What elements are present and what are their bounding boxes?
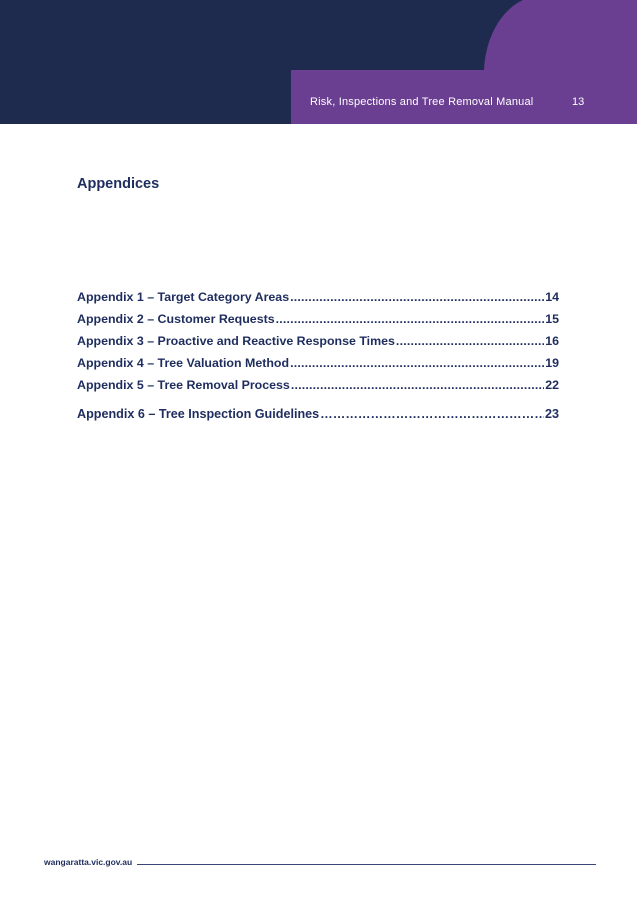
toc-entry-label: Appendix 6 – Tree Inspection Guidelines [77,407,320,421]
toc-entry-page: 22 [545,378,559,392]
toc-entry-page: 23 [544,407,559,421]
page-title: Appendices [77,176,160,192]
toc-dot-leader [291,376,544,394]
footer-divider [137,864,596,865]
toc-dot-leader [276,310,545,328]
toc-entry-page: 19 [545,356,559,370]
toc-entry-label: Appendix 2 – Customer Requests [77,312,275,326]
toc-entry-page: 15 [545,312,559,326]
toc-entry-label: Appendix 1 – Target Category Areas [77,290,290,304]
toc-dot-leader [290,288,544,306]
toc-entry-label: Appendix 3 – Proactive and Reactive Response Times [77,334,395,348]
page-number: 13 [572,96,585,108]
toc-entry-label: Appendix 4 – Tree Valuation Method [77,356,290,370]
toc-entry-appendix-1[interactable] [77,288,559,310]
toc-dot-leader [320,405,544,423]
header-banner [0,0,637,124]
toc-entry-appendix-2[interactable] [77,310,559,332]
toc-entry-appendix-4[interactable] [77,354,559,376]
toc-entry-page: 16 [545,334,559,348]
toc-entry-appendix-3[interactable] [77,332,559,354]
document-title: Risk, Inspections and Tree Removal Manual [310,96,534,108]
toc-entry-appendix-5[interactable] [77,376,559,398]
toc-entry-appendix-6[interactable] [77,405,559,427]
toc-dot-leader [290,354,544,372]
toc-dot-leader [396,332,544,350]
toc-entry-label: Appendix 5 – Tree Removal Process [77,378,290,392]
footer-website: wangaratta.vic.gov.au [44,857,133,867]
table-of-contents [77,288,559,427]
toc-entry-page: 14 [545,290,559,304]
